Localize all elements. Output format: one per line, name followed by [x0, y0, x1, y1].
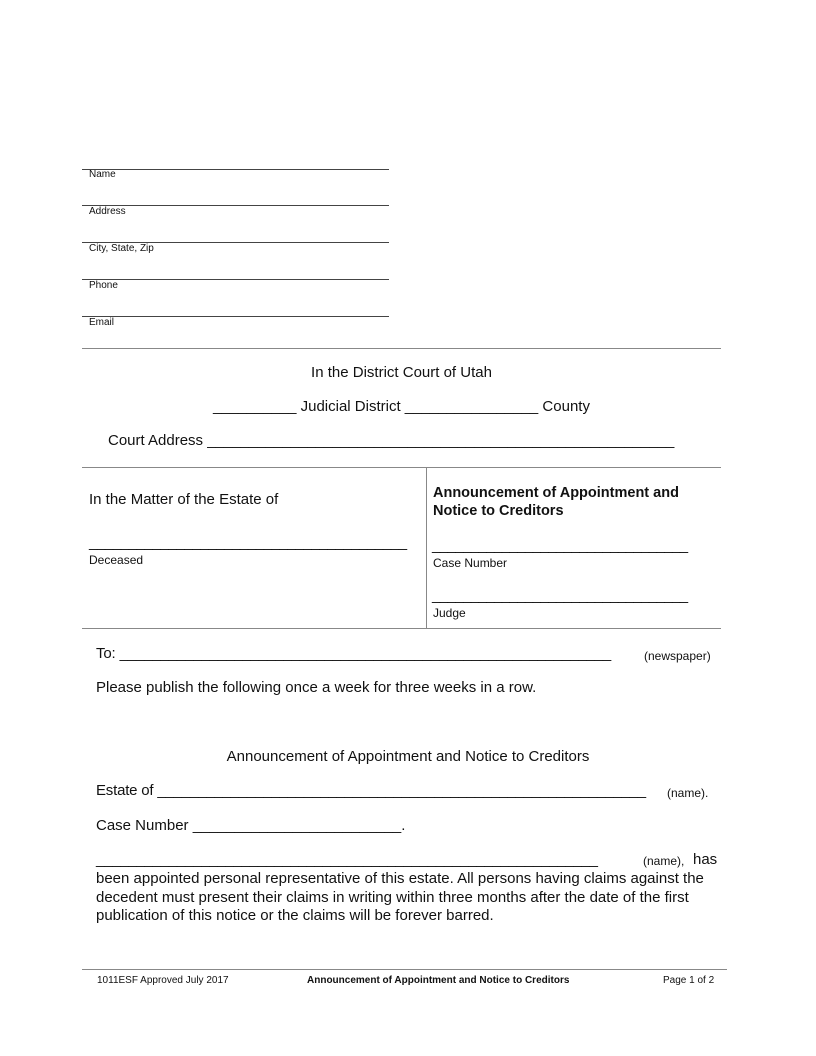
footer-rule: [82, 969, 727, 970]
email-label: Email: [89, 317, 115, 328]
court-district-line: __________ Judicial District ________________ County: [213, 398, 590, 415]
divider-court-top: [82, 348, 721, 349]
caption-bottom-rule: [82, 628, 721, 629]
case-number-line: Case Number _________________________.: [96, 817, 406, 834]
caption-vertical-divider: [426, 467, 427, 628]
name-label: Name: [89, 169, 116, 180]
phone-label: Phone: [89, 280, 118, 291]
judge-label: Judge: [433, 606, 466, 620]
deceased-label: Deceased: [89, 553, 144, 567]
footer-form-id: 1011ESF Approved July 2017: [97, 975, 229, 986]
case-number-label: Case Number: [433, 556, 508, 570]
case-number-blank: _________________________________: [432, 537, 688, 554]
footer-page-number: Page 1 of 2: [663, 975, 715, 986]
phone-line: [82, 279, 389, 280]
court-title: In the District Court of Utah: [311, 364, 492, 381]
address-label: Address: [89, 206, 126, 217]
notice-title: Announcement of Appointment and Notice to Creditors: [226, 748, 590, 765]
newspaper-hint: (newspaper): [644, 649, 711, 663]
estate-name-hint: (name).: [667, 786, 709, 800]
email-line: [82, 316, 389, 317]
representative-blank: ______________________________________________________________: [96, 851, 598, 868]
caption-top-rule: [82, 467, 721, 468]
representative-has: has: [693, 851, 718, 868]
address-line: [82, 205, 389, 206]
name-line: [82, 169, 389, 170]
representative-name-hint: (name),: [643, 854, 685, 868]
document-title: Announcement of Appointment and Notice to Creditors: [433, 485, 679, 519]
to-newspaper-line: To: ____________________________________________________________: [96, 645, 612, 662]
footer-title: Announcement of Appointment and Notice to Creditors: [307, 975, 570, 986]
notice-paragraph: been appointed personal representative of this estate. All persons having claims against the decedent must present their claims in writing within three months after the date of the first publication of this notice or the claims will be forever barred.: [96, 870, 704, 924]
publish-instruction: Please publish the following once a week for three weeks in a row.: [96, 679, 537, 696]
deceased-blank: ________________________________________: [89, 534, 407, 551]
court-address-line: Court Address ________________________________________________________: [108, 432, 675, 449]
judge-blank: _________________________________: [432, 587, 688, 604]
estate-of-heading: In the Matter of the Estate of: [89, 491, 279, 508]
city-state-zip-label: City, State, Zip: [89, 243, 154, 254]
estate-of-line: Estate of ____________________________________________________________: [96, 782, 646, 799]
